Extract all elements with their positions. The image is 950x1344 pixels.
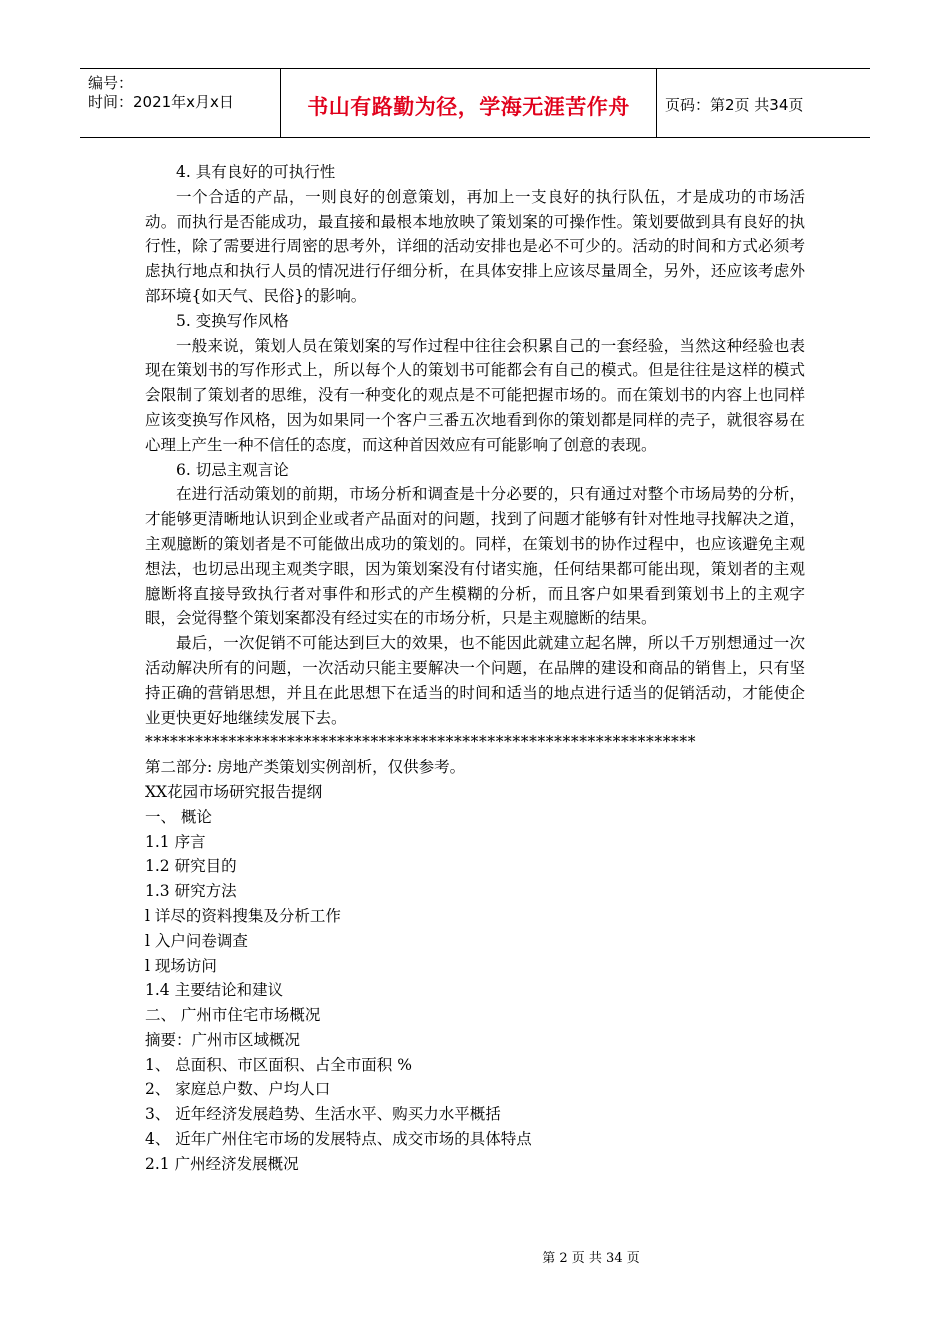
- body-paragraph: 1、 总面积、市区面积、占全市面积 %: [145, 1055, 412, 1074]
- document-number-label: 编号：: [88, 74, 134, 92]
- body-paragraph: l 入户问卷调查: [145, 931, 248, 950]
- header-page-cell: [657, 69, 870, 137]
- body-paragraph: 一个合适的产品，一则良好的创意策划，再加上一支良好的执行队伍，才是成功的市场活动。而执行是否能成功，最直接和最根本地放映了策划案的可操作性。策划要做到具有良好的执行性，除了需要进行周密的思考外，详细的活动安排也是必不可少的。活动的时间和方式必须考虑执行地点和执行人员的情况进行仔细分析，在具体安排上应该尽量周全，另外，还应该考虑外部环境{如天气、民俗}的影响。: [145, 187, 805, 305]
- separator-line: ******************************************************************: [145, 733, 697, 752]
- body-paragraph: XX花园市场研究报告提纲: [145, 782, 323, 801]
- body-paragraph: 二、 广州市住宅市场概况: [145, 1006, 321, 1025]
- header-page-number: 页码：第2页 共34页: [665, 96, 804, 114]
- body-paragraph: 一般来说，策划人员在策划案的写作过程中往往会积累自己的一套经验，当然这种经验也表现在策划书的写作形式上，所以每个人的策划书可能都会有自己的模式。但是往往是这样的模式会限制了策划者的思维，没有一种变化的观点是不可能把握市场的。而在策划书的内容上也同样应该变换写作风格，因为如果同一个客户三番五次地看到你的策划都是同样的壳子，就很容易在心理上产生一种不信任的态度，而这种首因效应有可能影响了创意的表现。: [145, 336, 805, 454]
- body-paragraph: 3、 近年经济发展趋势、生活水平、购买力水平概括: [145, 1105, 501, 1124]
- header-info-cell: [80, 69, 281, 137]
- body-paragraph: 第二部分: 房地产类策划实例剖析，仅供参考。: [145, 758, 466, 777]
- body-paragraph: 1.4 主要结论和建议: [145, 981, 284, 1000]
- body-paragraph: 摘要：广州市区域概况: [145, 1030, 301, 1049]
- body-paragraph: l 现场访问: [145, 956, 217, 975]
- document-date-label: 时间：2021年x月x日: [88, 93, 234, 111]
- body-paragraph: 一、 概论: [145, 807, 212, 826]
- header-motto-cell: [281, 69, 657, 137]
- body-paragraph: 2.1 广州经济发展概况: [145, 1154, 299, 1173]
- body-paragraph: 4. 具有良好的可执行性: [176, 163, 336, 181]
- document-body: [145, 160, 805, 1177]
- header-motto: 书山有路勤为径，学海无涯苦作舟: [307, 95, 630, 119]
- page-header: [80, 68, 870, 138]
- body-paragraph: 最后，一次促销不可能达到巨大的效果，也不能因此就建立起名牌，所以千万别想通过一次活动解决所有的问题，一次活动只能主要解决一个问题，在品牌的建设和商品的销售上，只有坚持正确的营销思想，并且在此思想下在适当的时间和适当的地点进行适当的促销活动，才能使企业更快更好地继续发展下去。: [145, 634, 805, 727]
- body-paragraph: 2、 家庭总户数、户均人口: [145, 1080, 331, 1099]
- body-paragraph: 1.2 研究目的: [145, 857, 237, 876]
- body-paragraph: 6. 切忌主观言论: [176, 460, 289, 479]
- body-paragraph: l 详尽的资料搜集及分析工作: [145, 906, 341, 925]
- body-paragraph: 1.3 研究方法: [145, 882, 237, 901]
- page-footer: 第 2 页 共 34 页: [542, 1251, 640, 1266]
- body-paragraph: 4、 近年广州住宅市场的发展特点、成交市场的具体特点: [145, 1130, 532, 1149]
- body-paragraph: 在进行活动策划的前期，市场分析和调查是十分必要的，只有通过对整个市场局势的分析，才能够更清晰地认识到企业或者产品面对的问题，找到了问题才能够有针对性地寻找解决之道，主观臆断的策划者是不可能做出成功的策划的。同样，在策划书的协作过程中，也应该避免主观想法，也切忌出现主观类字眼，因为策划案没有付诸实施，任何结果都可能出现，策划者的主观臆断将直接导致执行者对事件和形式的产生模糊的分析，而且客户如果看到策划书上的主观字眼，会觉得整个策划案都没有经过实在的市场分析，只是主观臆断的结果。: [145, 485, 805, 628]
- body-paragraph: 1.1 序言: [145, 832, 206, 851]
- body-paragraph: 5. 变换写作风格: [176, 311, 289, 330]
